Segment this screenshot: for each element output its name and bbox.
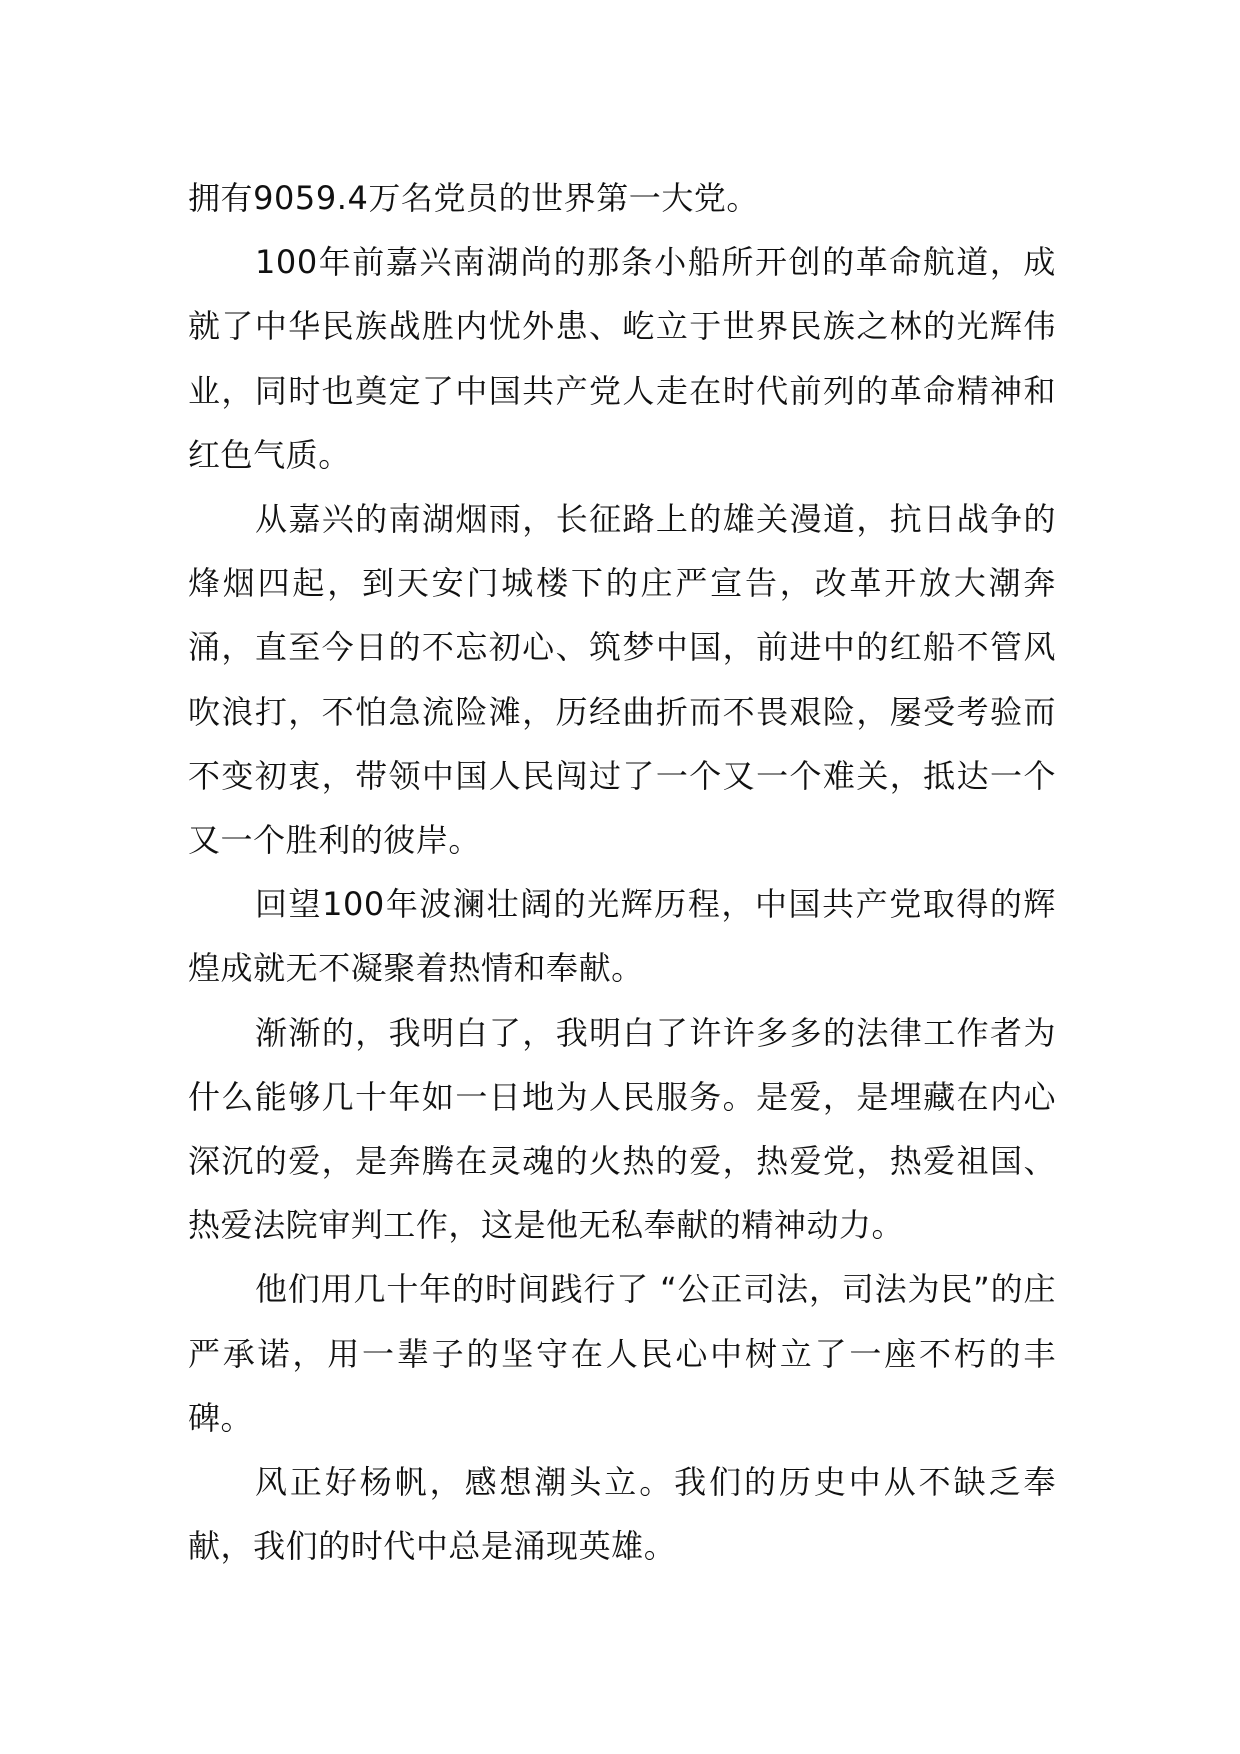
paragraph-party-members: 拥有9059.4万名党员的世界第一大党。 xyxy=(188,179,759,217)
paragraph-glorious-history: 回望100年波澜壮阔的光辉历程，中国共产党取得的辉煌成就无不凝聚着热情和奉献。 xyxy=(188,885,1056,988)
document-page xyxy=(188,166,1056,1578)
paragraph-heroes-era: 风正好杨帆，感想潮头立。我们的历史中从不缺乏奉献，我们的时代中总是涌现英雄。 xyxy=(188,1463,1056,1566)
paragraph-red-boat-origin: 100年前嘉兴南湖尚的那条小船所开创的革命航道，成就了中华民族战胜内忧外患、屹立于世界民族之林的光辉伟业，同时也奠定了中国共产党人走在时代前列的革命精神和红色气质。 xyxy=(188,243,1056,474)
paragraph-legal-workers: 渐渐的，我明白了，我明白了许许多多的法律工作者为什么能够几十年如一日地为人民服务。是爱，是埋藏在内心深沉的爱，是奔腾在灵魂的火热的爱，热爱党，热爱祖国、热爱法院审判工作，这是他无私奉献的精神动力。 xyxy=(188,1013,1056,1245)
paragraph-justice-promise: 他们用几十年的时间践行了 “公正司法，司法为民”的庄严承诺，用一辈子的坚守在人民心中树立了一座不朽的丰碑。 xyxy=(188,1270,1056,1437)
paragraph-historical-journey: 从嘉兴的南湖烟雨，长征路上的雄关漫道，抗日战争的烽烟四起，到天安门城楼下的庄严宣告，改革开放大潮奔涌，直至今日的不忘初心、筑梦中国，前进中的红船不管风吹浪打，不怕急流险滩，历经曲折而不畏艰险，屡受考验而不变初衷，带领中国人民闯过了一个又一个难关，抵达一个又一个胜利的彼岸。 xyxy=(188,500,1056,860)
